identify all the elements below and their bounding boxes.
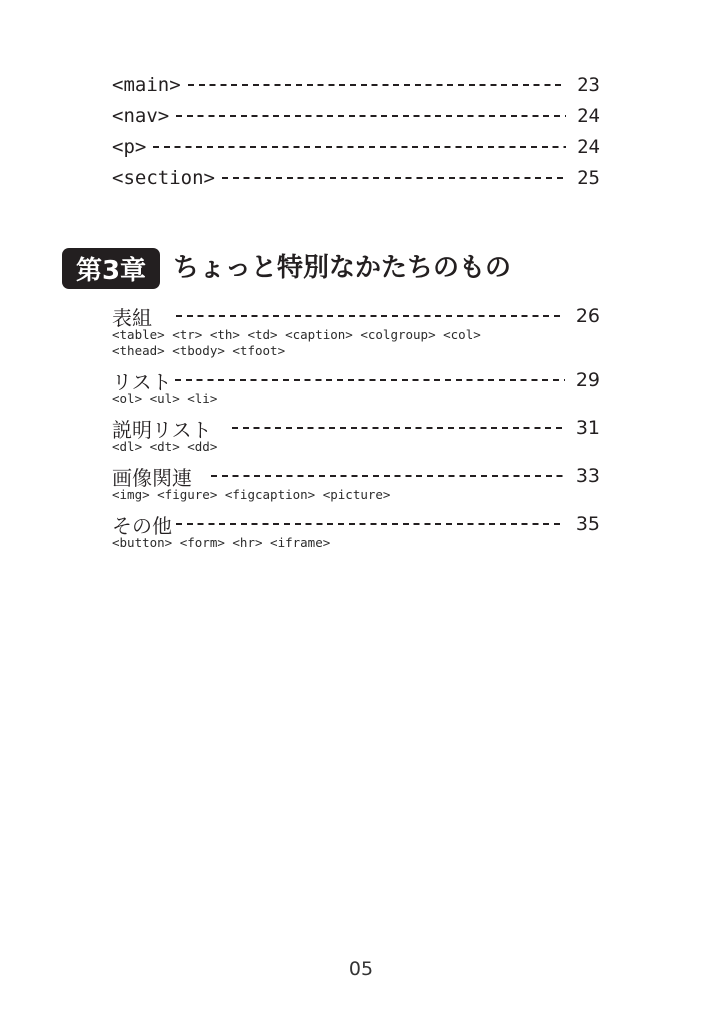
dash-leader xyxy=(176,523,565,525)
tag-list: <button> <form> <hr> <iframe> xyxy=(112,535,331,550)
toc-page-number: 24 xyxy=(577,135,600,158)
toc-element-label: <p> xyxy=(112,135,147,158)
dash-leader xyxy=(211,475,565,477)
toc-entry-heading xyxy=(112,513,600,538)
toc-page-number: 25 xyxy=(577,166,600,189)
toc-row xyxy=(112,162,600,193)
toc-entry-heading xyxy=(112,369,600,394)
dash-leader xyxy=(176,115,566,117)
tag-list: <dl> <dt> <dd> xyxy=(112,439,218,454)
toc-entry-heading xyxy=(112,305,600,330)
toc-entry-label: リスト xyxy=(112,369,172,394)
dash-leader xyxy=(188,84,566,86)
tag-list: <img> <figure> <figcaption> <picture> xyxy=(112,487,391,502)
toc-page-number: 26 xyxy=(575,305,600,327)
toc-page-number: 23 xyxy=(577,73,600,96)
toc-chapter-entries xyxy=(112,305,600,561)
dash-leader xyxy=(153,146,566,148)
toc-page-number: 24 xyxy=(577,104,600,127)
dash-leader xyxy=(232,427,565,429)
toc-entry-label: 説明リスト xyxy=(112,417,212,442)
toc-entry-label: 画像関連 xyxy=(112,465,192,490)
dash-leader xyxy=(175,379,565,381)
toc-entry-heading xyxy=(112,465,600,490)
chapter-title: ちょっと特別なかたちのもの xyxy=(173,253,512,283)
toc-entry-label: その他 xyxy=(112,513,172,538)
toc-element-label: <main> xyxy=(112,73,181,96)
toc-row xyxy=(112,131,600,162)
toc-entry-list xyxy=(112,369,600,407)
toc-entry-table xyxy=(112,305,600,359)
toc-element-label: <section> xyxy=(112,166,215,189)
page-number: 05 xyxy=(348,958,374,980)
toc-entry-label: 表組 xyxy=(112,305,152,330)
toc-entry-other xyxy=(112,513,600,551)
toc-page-number: 29 xyxy=(575,369,600,391)
toc-element-list xyxy=(112,69,600,193)
tag-list: <ol> <ul> <li> xyxy=(112,391,218,406)
toc-row xyxy=(112,100,600,131)
toc-element-label: <nav> xyxy=(112,104,170,127)
tag-list: <thead> <tbody> <tfoot> xyxy=(112,343,286,358)
toc-page-number: 33 xyxy=(575,465,600,487)
toc-page-number: 31 xyxy=(575,417,600,439)
dash-leader xyxy=(222,177,566,179)
toc-page-number: 35 xyxy=(575,513,600,535)
toc-entry-description-list xyxy=(112,417,600,455)
toc-entry-heading xyxy=(112,417,600,442)
tag-list: <table> <tr> <th> <td> <caption> <colgroup> <col> xyxy=(112,327,481,342)
dash-leader xyxy=(176,315,565,317)
chapter-number-badge: 第3章 xyxy=(62,248,160,289)
toc-entry-images xyxy=(112,465,600,503)
toc-row xyxy=(112,69,600,100)
